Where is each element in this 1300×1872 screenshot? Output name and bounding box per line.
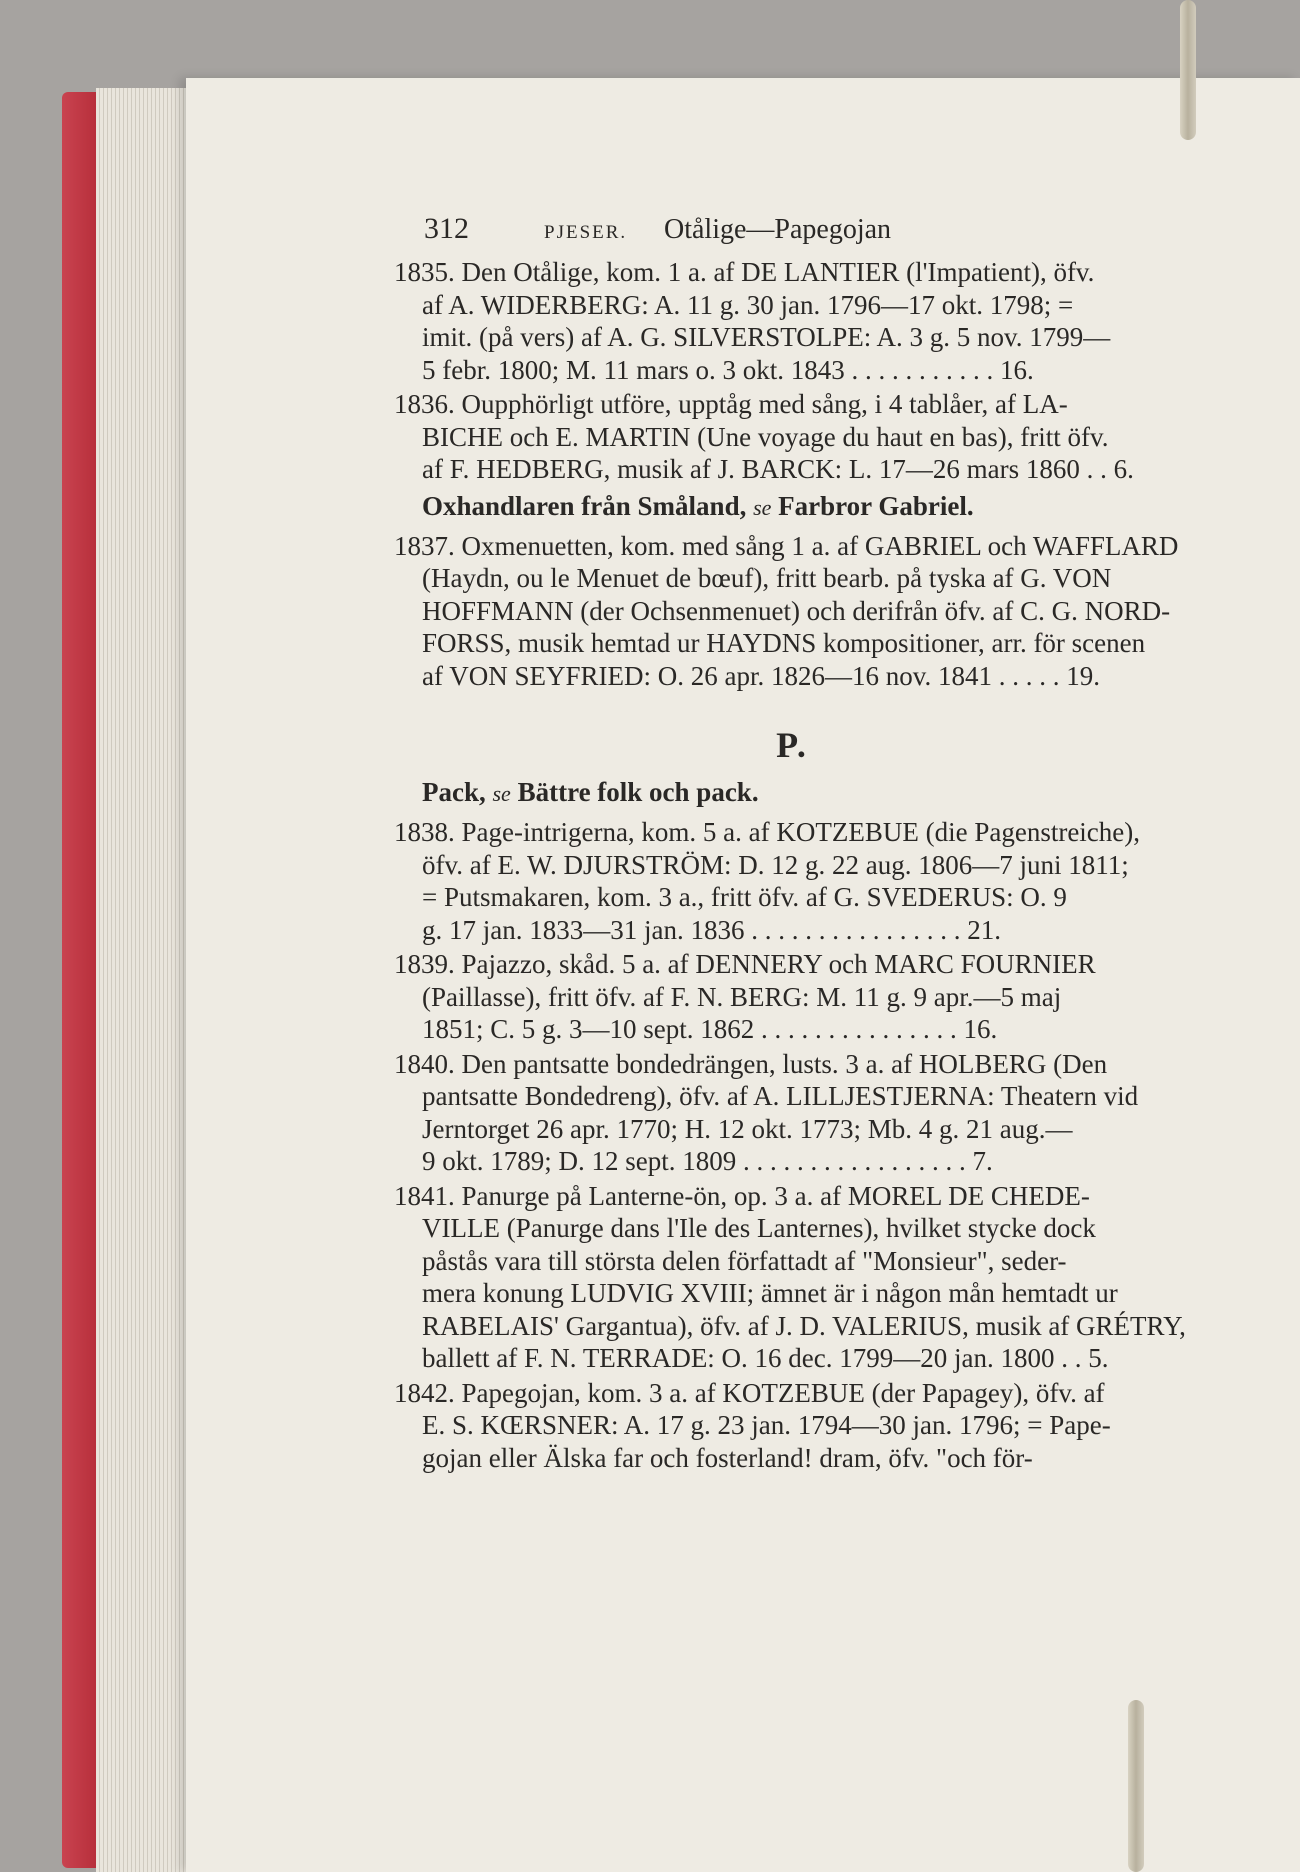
- entry-line: g. 17 jan. 1833—31 jan. 1836 . . . . . . . . . . . . . . . . 21.: [422, 914, 1001, 945]
- entry-range: Otålige—Papegojan: [664, 214, 892, 245]
- entry-line: BICHE och E. MARTIN (Une voyage du haut en bas), fritt öfv.: [422, 421, 1109, 452]
- page-content: [394, 212, 1190, 1476]
- entry-line: 1840. Den pantsatte bondedrängen, lusts. 3 a. af HOLBERG (Den: [394, 1048, 1108, 1079]
- catalog-entry: [394, 816, 1190, 946]
- entry-line: 1837. Oxmenuetten, kom. med sång 1 a. af GABRIEL och WAFFLARD: [394, 530, 1179, 561]
- catalog-entry: [394, 388, 1190, 486]
- entry-line: (Paillasse), fritt öfv. af F. N. BERG: M. 11 g. 9 apr.—5 maj: [422, 981, 1062, 1012]
- entry-line: påstås vara till största delen författadt af "Monsieur", seder-: [422, 1245, 1067, 1276]
- entry-line: 1842. Papegojan, kom. 3 a. af KOTZEBUE (der Papagey), öfv. af: [394, 1377, 1105, 1408]
- entry-line: 1851; C. 5 g. 3—10 sept. 1862 . . . . . . . . . . . . . . . 16.: [422, 1014, 998, 1044]
- catalog-entry: [394, 1377, 1190, 1475]
- entry-line: 1841. Panurge på Lanterne-ön, op. 3 a. af MOREL DE CHEDE-: [394, 1180, 1090, 1211]
- entry-line: af F. HEDBERG, musik af J. BARCK: L. 17—26 mars 1860 . . 6.: [422, 454, 1134, 484]
- entries-block-top: [394, 256, 1190, 486]
- entry-line: FORSS, musik hemtad ur HAYDNS kompositioner, arr. för scenen: [422, 628, 1146, 658]
- entry-line: imit. (på vers) af A. G. SILVERSTOLPE: A. 3 g. 5 nov. 1799—: [422, 322, 1111, 352]
- catalog-entry: [394, 948, 1190, 1046]
- entry-line: öfv. af E. W. DJURSTRÖM: D. 12 g. 22 aug. 1806—7 juni 1811;: [422, 849, 1129, 880]
- entry-line: 1836. Oupphörligt utföre, upptåg med sång, i 4 tablåer, af LA-: [394, 389, 1068, 419]
- entry-line: af VON SEYFRIED: O. 26 apr. 1826—16 nov. 1841 . . . . . 19.: [422, 660, 1100, 691]
- xref-target: Farbror Gabriel.: [778, 490, 974, 521]
- xref-se: se: [753, 494, 772, 520]
- entry-line: af A. WIDERBERG: A. 11 g. 30 jan. 1796—17 okt. 1798; =: [422, 289, 1074, 320]
- page-number: 312: [424, 212, 469, 245]
- entry-line: mera konung LUDVIG XVIII; ämnet är i någon mån hemtadt ur: [422, 1278, 1118, 1308]
- cross-reference-oxhandlaren: [394, 488, 1190, 526]
- entry-line: VILLE (Panurge dans l'Ile des Lanternes), hvilket stycke dock: [422, 1213, 1096, 1243]
- entry-line: HOFFMANN (der Ochsenmenuet) och derifrån öfv. af C. G. NORD-: [422, 595, 1171, 626]
- entry-line: (Haydn, ou le Menuet de bœuf), fritt bearb. på tyska af G. VON: [422, 563, 1112, 593]
- cross-reference-pack: [394, 774, 1190, 812]
- xref-target: Bättre folk och pack.: [517, 777, 759, 807]
- entry-line: 1838. Page-intrigerna, kom. 5 a. af KOTZEBUE (die Pagenstreiche),: [394, 817, 1141, 847]
- entry-line: = Putsmakaren, kom. 3 a., fritt öfv. af G. SVEDERUS: O. 9: [422, 882, 1067, 912]
- entry-line: gojan eller Älska far och fosterland! dram, öfv. "och för-: [422, 1442, 1033, 1473]
- entry-line: 1835. Den Otålige, kom. 1 a. af DE LANTIER (l'Impatient), öfv.: [394, 257, 1095, 287]
- page-clip-top: [1180, 0, 1196, 140]
- running-header: [424, 212, 1190, 256]
- entry-line: 5 febr. 1800; M. 11 mars o. 3 okt. 1843 . . . . . . . . . . . 16.: [422, 354, 1034, 385]
- xref-se: se: [492, 781, 511, 806]
- catalog-entry: [394, 530, 1190, 693]
- entry-line: 1839. Pajazzo, skåd. 5 a. af DENNERY och MARC FOURNIER: [394, 949, 1096, 979]
- section-label: PJESER.: [544, 222, 628, 243]
- xref-title: Pack,: [422, 777, 486, 807]
- entries-block-bottom: [394, 816, 1190, 1474]
- entries-block-middle: [394, 530, 1190, 693]
- section-letter: P.: [776, 725, 808, 765]
- entry-line: E. S. KŒRSNER: A. 17 g. 23 jan. 1794—30 jan. 1796; = Pape-: [422, 1410, 1111, 1440]
- catalog-entry: [394, 1180, 1190, 1375]
- entry-line: ballett af F. N. TERRADE: O. 16 dec. 1799—20 jan. 1800 . . 5.: [422, 1343, 1109, 1373]
- entry-line: RABELAIS' Gargantua), öfv. af J. D. VALERIUS, musik af GRÉTRY,: [422, 1310, 1186, 1341]
- page-clip-bottom: [1128, 1700, 1144, 1872]
- catalog-entry: [394, 1048, 1190, 1178]
- catalog-entry: [394, 256, 1190, 386]
- entry-line: 9 okt. 1789; D. 12 sept. 1809 . . . . . . . . . . . . . . . . . 7.: [422, 1146, 993, 1176]
- entry-line: Jerntorget 26 apr. 1770; H. 12 okt. 1773; Mb. 4 g. 21 aug.—: [422, 1113, 1073, 1144]
- entry-line: pantsatte Bondedreng), öfv. af A. LILLJESTJERNA: Theatern vid: [422, 1081, 1139, 1111]
- xref-title: Oxhandlaren från Småland,: [422, 490, 747, 521]
